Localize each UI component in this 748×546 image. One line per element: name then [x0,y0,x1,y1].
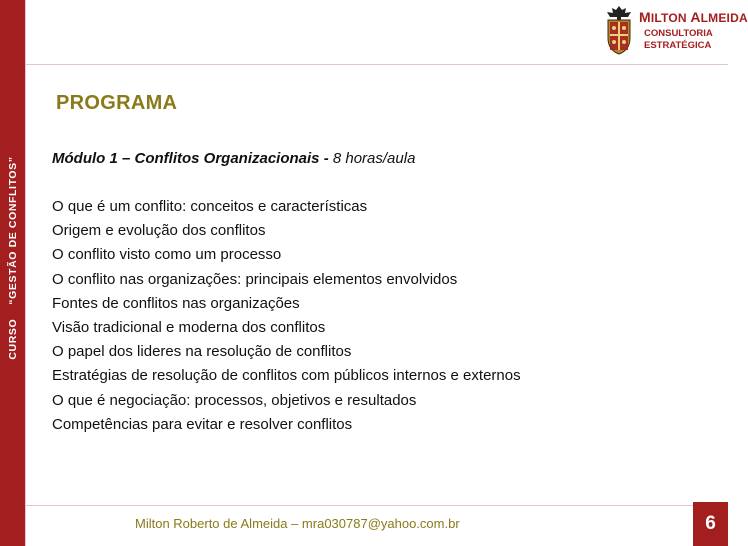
logo-name-first: ILTON [650,11,687,25]
logo-name-initial-m: M [639,9,651,25]
sidebar-word-curso: CURSO [7,318,19,360]
coat-of-arms-icon [604,4,634,56]
logo-tagline-line2: ESTRATÉGICA [644,40,712,51]
list-item: O que é um conflito: conceitos e características [52,198,368,215]
module-title: Módulo 1 – Conflitos Organizacionais - [52,150,329,167]
module-heading [52,150,415,167]
list-item: O conflito visto como um processo [52,246,282,264]
logo-name-last: LMEIDA [700,11,748,25]
sidebar-course-name: “GESTÃO DE CONFLITOS” [7,156,19,305]
company-logo [604,4,748,58]
list-item: O que é negociação: processos, objetivos e resultados [52,391,417,409]
footer-divider [25,505,728,506]
list-item: Visão tradicional e moderna dos conflitos [52,319,326,337]
list-item: Fontes de conflitos nas organizações [52,294,300,312]
footer-author-contact: Milton Roberto de Almeida – mra030787@yahoo.com.br [135,516,460,531]
list-item: O papel dos lideres na resolução de conflitos [52,343,352,361]
module-hours: 8 horas/aula [328,150,416,167]
header-divider [25,64,728,65]
list-item: Origem e evolução dos conflitos [52,222,266,240]
logo-tagline [644,28,713,52]
list-item: O conflito nas organizações: principais elementos envolvidos [52,270,458,288]
logo-tagline-line1: CONSULTORIA [644,28,713,39]
list-item: Estratégias de resolução de conflitos com públicos internos e externos [52,367,521,385]
sidebar-edge-line [25,0,26,546]
logo-name-initial-a: A [690,9,701,25]
page-number-badge: 6 [693,502,728,546]
list-item: Competências para evitar e resolver conflitos [52,415,353,433]
slide-title: PROGRAMA [56,92,178,114]
logo-company-name [639,9,748,25]
topic-list [52,195,521,437]
sidebar-course-label [7,156,19,359]
